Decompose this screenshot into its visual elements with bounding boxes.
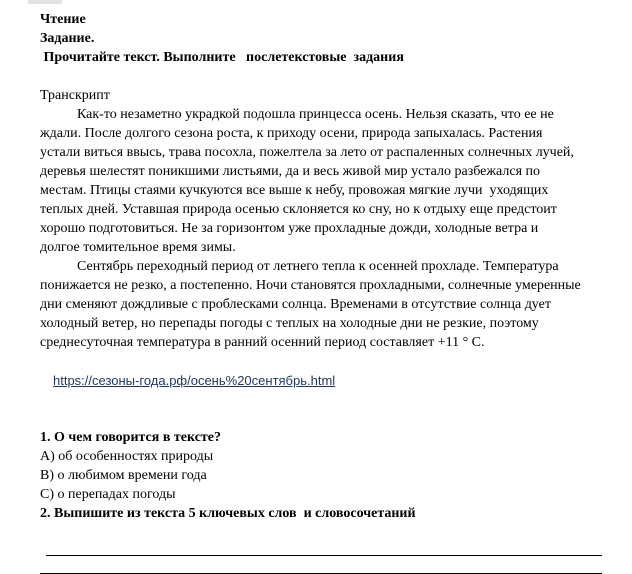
source-link-row [40,352,602,409]
transcript-line: ждали. После долгого сезона роста, к приходу осени, природа запыхалась. Растения [40,126,543,141]
transcript-label: Транскрипт [40,88,110,103]
transcript-line: дни сменяют дождливые с проблесками солнца. Временами в отсутствие солнца дует [40,297,551,312]
question-1-option-a: А) об особенностях природы [40,449,214,464]
question-2-label: 2. Выпишите из текста 5 ключевых слов и словосочетаний [40,506,416,521]
screenshot-edge-artifact [28,0,62,4]
transcript-line: Как-то незаметно украдкой подошла принцесса осень. Нельзя сказать, что ее не [77,107,554,122]
answer-blank-line-2[interactable] [40,556,602,574]
answer-blank-line-1[interactable] [46,538,602,556]
source-link[interactable]: https://сезоны-года.рф/осень%20сентябрь.html [53,373,336,388]
question-1-option-b: В) о любимом времени года [40,468,207,483]
spacer [40,67,602,86]
transcript-paragraph-2 [40,257,602,352]
transcript-line: деревья шелестят поникшими листьями, да и весь живой мир устало разбежался по [40,164,541,179]
transcript-line: понижается не резко, а постепенно. Ночи становятся прохладными, солнечные умеренные [40,278,581,293]
spacer [40,409,602,428]
transcript-line: холодный ветер, но перепады погоды с теплых на холодные дни не резкие, поэтому [40,316,539,331]
task-instruction: Прочитайте текст. Выполните послетекстовые задания [40,50,404,65]
transcript-line: теплых дней. Уставшая природа осенью склоняется ко сну, но к отдыху еще предстоит [40,202,557,217]
transcript-line: Сентябрь переходный период от летнего тепла к осенней прохладе. Температура [77,259,559,274]
task-label: Задание. [40,31,95,46]
transcript-line: устали виться ввысь, трава посохла, пожелтела за лето от распаленных солнечных лучей, [40,145,574,160]
section-title: Чтение [40,12,86,27]
transcript-line: местам. Птицы стаями кучкуются все выше к небу, провожая мягкие лучи уходящих [40,183,549,198]
transcript-line: среднесуточная температура в ранний осенний период составляет +11 ° С. [40,335,485,350]
transcript-line: хорошо подготовиться. Не за горизонтом уже прохладные дожди, холодные ветра и [40,221,539,236]
question-1-label: 1. О чем говорится в тексте? [40,430,222,445]
transcript-line: долгое томительное время зимы. [40,240,236,255]
question-1-option-c: С) о перепадах погоды [40,487,176,502]
transcript-paragraph-1 [40,105,602,257]
